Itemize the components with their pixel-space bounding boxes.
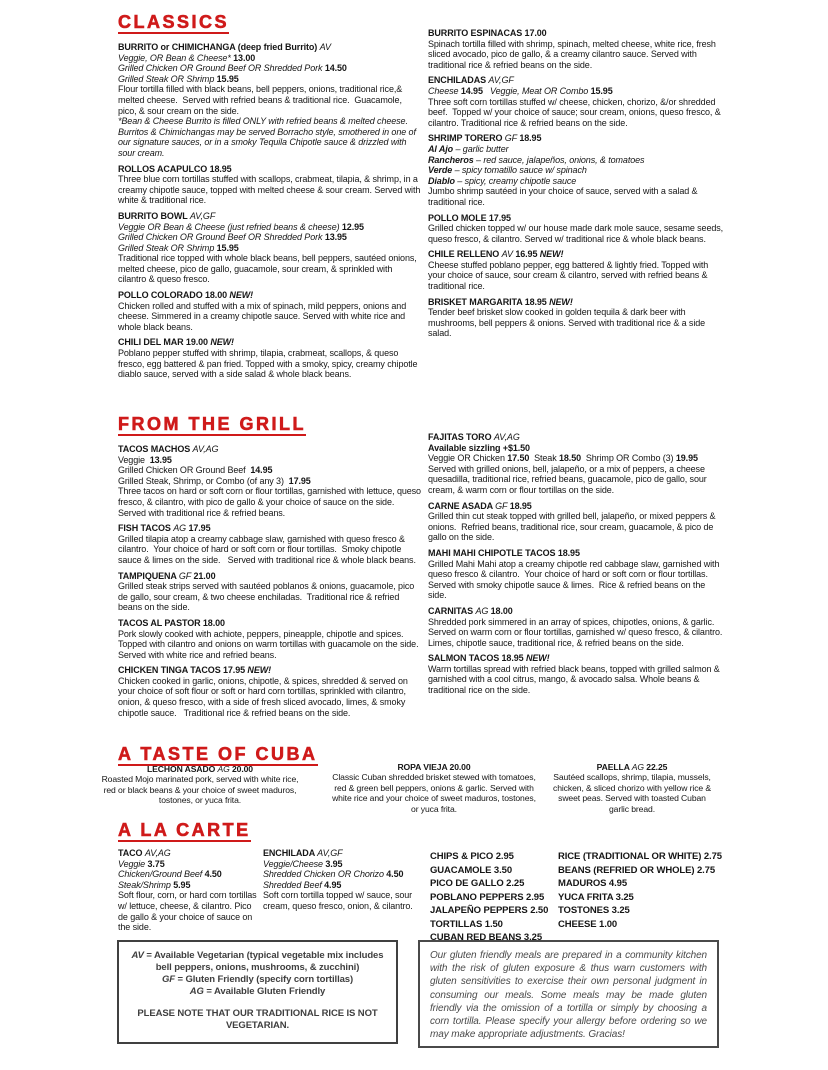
text-segment: Pork slowly cooked with achiote, peppers, pineapple, chipotle and spices. Topped with cilantro and onions on warm tortillas with guacamole on the side. Served with white rice and refried beans. xyxy=(118,628,421,660)
text-segment: AV,GF xyxy=(317,848,343,858)
text-segment: NEW! xyxy=(539,249,564,260)
text-segment: SHRIMP TORERO xyxy=(428,133,505,144)
text-segment: GUACAMOLE 3.50 xyxy=(430,864,513,876)
text-segment: Three soft corn tortillas stuffed w/ cheese, chicken, chorizo, &/or shredded beef. Topped w/ your choice of sauce; sour cream, onions, queso fresco, & cilantro. Traditional rice & refried beans on the side. xyxy=(428,96,724,128)
text-segment: Spinach tortilla filled with shrimp, spinach, melted cheese, white rice, fresh sliced avocado, pico de gallo, & a creamy cilantro sauce. Served with traditional rice & refried beans on the side. xyxy=(428,38,719,70)
text-segment: AV,GF xyxy=(189,210,216,221)
text-segment: PLEASE NOTE THAT OUR TRADITIONAL RICE IS NOT VEGETARIAN. xyxy=(137,1008,381,1031)
section-title-classics: CLASSICS xyxy=(118,12,230,32)
menu-item xyxy=(428,432,726,496)
text-segment: – spicy, creamy chipotle sauce xyxy=(454,175,577,186)
menu-item-name xyxy=(428,653,726,664)
menu-item-line xyxy=(428,260,726,292)
menu-item-name xyxy=(118,571,421,582)
classics-left-column xyxy=(118,42,421,385)
menu-item-line xyxy=(118,301,421,333)
menu-item-line xyxy=(118,486,424,518)
menu-item-line xyxy=(428,97,726,129)
menu-item-name xyxy=(428,133,726,144)
menu-item-line xyxy=(118,890,263,932)
menu-item-line xyxy=(118,676,421,718)
menu-item xyxy=(328,762,540,814)
text-segment: AV xyxy=(319,42,331,52)
text-segment: Grilled chicken topped w/ our house made dark mole sauce, sesame seeds, queso fresco, & cilantro. Served w/ traditional rice & whole black beans. xyxy=(428,223,726,244)
text-segment: Veggie OR Bean & Cheese (just refried beans & cheese) xyxy=(118,221,342,232)
menu-item-line xyxy=(100,774,300,805)
box-line xyxy=(131,1008,384,1032)
section-title-from-the-grill: FROM THE GRILL xyxy=(118,414,306,434)
menu-item-line xyxy=(428,307,726,339)
text-segment: CHIPS & PICO 2.95 xyxy=(430,851,514,862)
gluten-friendly-notice-text: Our gluten friendly meals are prepared in a community kitchen with the risk of gluten exposure & thus warn customers with gluten sensitivities to exercise their own personal judgment in consuming our meals. Some meals may be made gluten friendly via the omission of a tortilla or simply by choosing a corn tortilla. Please specify your allergy before ordering so we may make appropriate adjustments. Gracias! xyxy=(430,950,707,1041)
text-segment: Diablo xyxy=(428,175,455,186)
text-segment: CHICKEN TINGA TACOS 17.95 xyxy=(118,665,248,676)
text-segment: NEW! xyxy=(247,665,272,676)
cuba-section-header xyxy=(118,744,318,766)
text-segment: 3.75 xyxy=(147,858,165,869)
text-segment: Grilled Steak, Shrimp, or Combo (of any 3) xyxy=(118,475,289,486)
text-segment: TACOS MACHOS xyxy=(118,444,193,454)
text-segment: 5.95 xyxy=(173,879,191,890)
menu-item xyxy=(118,42,421,159)
text-segment: CARNITAS xyxy=(428,605,476,616)
menu-item xyxy=(428,75,726,128)
text-segment: Grilled tilapia atop a creamy cabbage slaw, garnished with queso fresco & cilantro. Your choice of hard or soft corn or flour tortillas. Smoky chipotle sauce & limes on the side. Served with traditional rice & whole black beans. xyxy=(118,533,416,565)
text-segment: Chicken cooked in garlic, onions, chipotle, & spices, shredded & served on your choice of soft flour or soft or hard corn tortillas, sprinkled with cilantro, onion, & queso fresco, with a side of fresh sliced avocado, limes, & smoky chipotle sauce. Traditional rice & refried beans on the side. xyxy=(118,675,411,718)
menu-item-line xyxy=(428,165,726,176)
text-segment: AV,AG xyxy=(144,848,171,858)
text-segment: CHILE RELLENO xyxy=(428,249,502,260)
text-segment: TACOS AL PASTOR 18.00 xyxy=(118,617,225,628)
menu-item-name xyxy=(118,211,421,222)
text-segment: Three tacos on hard or soft corn or flour tortillas, garnished with lettuce, queso fresco, & cilantro, with pico de gallo & your choice of sauce on the side. Served with traditional rice & refried beans. xyxy=(118,486,424,518)
menu-item xyxy=(548,762,716,814)
text-segment: Flour tortilla filled with black beans, bell peppers, onions, traditional rice,& melted cheese. Served with refried beans & traditional rice. Guacamole, pico, & sour cream on the side. xyxy=(118,84,405,116)
text-segment: BURRITO BOWL xyxy=(118,210,190,221)
text-segment: 4.50 xyxy=(386,869,404,880)
text-segment: Shrimp OR Combo (3) xyxy=(581,453,676,464)
menu-item xyxy=(118,523,421,565)
text-segment: Traditional rice topped with whole black beans, bell peppers, sautéed onions, melted cheese, pico de gallo, guacamole, sour cream, & sprinkled with cilantro & queso fresco. xyxy=(118,253,420,285)
menu-item xyxy=(118,290,421,332)
text-segment: Roasted Mojo marinated pork, served with white rice, red or black beans & your choice of sweet maduros, tostones, or yuca frita. xyxy=(101,774,301,806)
text-segment: Chicken rolled and stuffed with a mix of spinach, mild peppers, onions and cheese. Simmered in a creamy chipotle sauce. Served with white rice and whole black beans. xyxy=(118,300,409,332)
text-segment: CARNE ASADA xyxy=(428,500,496,511)
text-segment: Sautéed scallops, shrimp, tilapia, mussels, chicken, & sliced chorizo with yellow rice & sweet peas. Served with toasted Cuban garlic bread. xyxy=(553,772,714,814)
text-segment: AV xyxy=(501,249,516,260)
menu-item xyxy=(263,848,435,912)
text-segment: Veggie xyxy=(118,454,150,465)
classics-right-column xyxy=(428,28,726,344)
text-segment: 12.95 xyxy=(341,221,364,232)
text-segment: Poblano pepper stuffed with shrimp, tilapia, crabmeat, scallops, & queso fresco, egg battered & pan fried. Topped with a smoky, spicy, creamy chipotle diablo sauce, served with a side salad & whole black beans. xyxy=(118,348,420,380)
text-segment: 4.95 xyxy=(324,879,342,890)
side-item xyxy=(430,904,565,918)
text-segment: Shredded pork simmered in an array of spices, chipotles, onions, & garlic. Served on warm corn or flour tortillas, garnished w/ queso fresco, & cilantro. Limes, chipotle sauce, traditional rice, & refried beans on the side. xyxy=(428,616,725,648)
menu-item xyxy=(428,606,726,648)
text-segment: Three blue corn tortillas stuffed with scallops, crabmeat, tilapia, & shrimp, in a creamy chipotle sauce, topped with melted cheese & sour cream. Served with white & traditional rice. xyxy=(118,174,423,206)
text-segment: – red sauce, jalapeños, onions, & tomatoes xyxy=(473,154,645,165)
text-segment: AV,GF xyxy=(488,75,514,86)
text-segment: BEANS (REFRIED OR WHOLE) 2.75 xyxy=(558,864,716,876)
cuba-paella xyxy=(548,762,716,819)
text-segment: Rancheros xyxy=(428,154,474,165)
menu-item xyxy=(428,548,726,601)
menu-item-line xyxy=(263,869,435,880)
menu-item-name xyxy=(118,665,421,676)
text-segment: AV,AG xyxy=(493,432,520,442)
text-segment: Veggie, OR Bean & Cheese* xyxy=(118,52,234,63)
text-segment: ROLLOS ACAPULCO 18.95 xyxy=(118,163,232,174)
grill-right-column xyxy=(428,432,726,701)
text-segment: Grilled Chicken OR Ground Beef xyxy=(118,465,251,476)
text-segment: 19.95 xyxy=(675,453,698,464)
menu-item xyxy=(428,133,726,207)
text-segment: SALMON TACOS 18.95 xyxy=(428,653,526,664)
side-item xyxy=(430,891,565,905)
menu-item-line xyxy=(118,63,421,74)
text-segment: LECHON ASADO xyxy=(146,764,218,774)
side-item xyxy=(430,877,565,891)
text-segment: Shredded Chicken OR Chorizo xyxy=(263,869,387,880)
text-segment: YUCA FRITA 3.25 xyxy=(558,891,634,903)
text-segment: Classic Cuban shredded brisket stewed with tomatoes, red & green bell peppers, onions & garlic. Served with white rice and your choice of sweet maduros, tostones, or yuca frita. xyxy=(332,772,539,814)
side-item xyxy=(430,864,565,878)
text-segment: Warm tortillas spread with refried black beans, topped with grilled salmon & garnished with a cool citrus, mango, & avocado salsa. Whole beans & traditional rice on the side. xyxy=(428,663,723,696)
text-segment: Grilled steak strips served with sautéed poblanos & onions, guacamole, pico de gallo, sour cream, & two cheese enchiladas. Traditional rice & refried beans on the side. xyxy=(118,581,417,613)
menu-item-name xyxy=(100,764,300,774)
side-item xyxy=(430,918,565,932)
text-segment: Cheese stuffed poblano pepper, egg battered & lightly fried. Topped with your choice of sauce, sour cream & cilantro, served with refried beans & traditional rice. xyxy=(428,259,711,292)
menu-item-line xyxy=(118,534,421,566)
text-segment: Veggie/Cheese xyxy=(263,858,326,869)
text-segment: 14.50 xyxy=(324,63,347,74)
menu-item xyxy=(118,571,421,613)
text-segment: Verde xyxy=(428,165,453,176)
grill-left-column xyxy=(118,444,424,723)
text-segment: 18.95 xyxy=(509,500,532,511)
text-segment: POLLO COLORADO 18.00 xyxy=(118,290,230,301)
text-segment: NEW! xyxy=(210,337,234,348)
menu-item-line xyxy=(428,453,726,464)
text-segment: CUBAN RED BEANS 3.25 xyxy=(430,932,543,943)
text-segment: 17.95 xyxy=(188,523,211,534)
menu-item-line xyxy=(428,559,726,601)
menu-item-name xyxy=(428,548,726,559)
menu-item-line xyxy=(428,86,726,97)
text-segment: POBLANO PEPPERS 2.95 xyxy=(430,891,545,903)
menu-item-name xyxy=(263,848,435,859)
menu-item xyxy=(118,164,421,206)
text-segment: NEW! xyxy=(525,653,550,664)
text-segment: TORTILLAS 1.50 xyxy=(430,918,503,930)
alacarte-sides-column-1 xyxy=(430,850,565,945)
text-segment: 14.95 xyxy=(250,465,273,476)
text-segment: AV xyxy=(131,950,144,961)
menu-item xyxy=(428,501,726,543)
side-item xyxy=(558,864,803,878)
menu-item xyxy=(428,653,726,695)
side-item xyxy=(558,904,803,918)
box-line xyxy=(131,986,384,998)
text-segment: AG xyxy=(217,764,232,774)
text-segment: ENCHILADAS xyxy=(428,75,489,86)
text-segment: JALAPEÑO PEPPERS 2.50 xyxy=(430,905,549,916)
text-segment: Grilled Steak OR Shrimp xyxy=(118,242,217,253)
side-item xyxy=(558,918,803,932)
text-segment: 15.95 xyxy=(216,73,239,84)
grill-section-header xyxy=(118,414,306,436)
box-line xyxy=(131,974,384,986)
text-segment: 17.95 xyxy=(288,475,311,486)
menu-item-line xyxy=(118,222,421,233)
menu-item-name xyxy=(428,606,726,617)
text-segment: ENCHILADA xyxy=(263,848,318,858)
menu-item-name xyxy=(428,501,726,512)
section-title-a-la-carte: A LA CARTE xyxy=(118,820,251,840)
text-segment: Veggie OR Chicken xyxy=(428,453,508,464)
menu-item-name xyxy=(428,297,726,308)
text-segment: NEW! xyxy=(549,296,573,307)
text-segment: GF xyxy=(504,133,520,144)
menu-item-line xyxy=(118,74,421,85)
menu-item-line xyxy=(428,144,726,155)
menu-item-line xyxy=(118,880,263,891)
text-segment: 21.00 xyxy=(193,570,216,581)
text-segment: Al Ajo xyxy=(428,143,454,154)
cuba-lechon-asado xyxy=(100,764,300,811)
menu-item-line xyxy=(428,223,726,244)
menu-item-line xyxy=(428,443,726,454)
menu-item-name xyxy=(118,290,421,301)
text-segment: 22.25 xyxy=(646,762,668,772)
menu-item-name xyxy=(118,164,421,175)
menu-item-line xyxy=(428,464,726,496)
text-segment: 15.95 xyxy=(590,85,613,96)
text-segment: Tender beef brisket slow cooked in golden tequila & dark beer with mushrooms, bell peppers & onions. Served with traditional rice & a side salad. xyxy=(428,307,708,339)
menu-item-name xyxy=(118,848,263,859)
menu-item-line xyxy=(428,155,726,166)
cuba-ropa-vieja xyxy=(328,762,540,819)
text-segment: 15.95 xyxy=(216,242,239,253)
menu-item-name xyxy=(548,762,716,772)
menu-item-line xyxy=(118,84,421,116)
text-segment: 18.95 xyxy=(519,133,542,144)
text-segment: – garlic butter xyxy=(453,143,509,154)
menu-item-line xyxy=(263,859,435,870)
text-segment: AG xyxy=(631,762,647,772)
alacarte-enchilada-column xyxy=(263,848,435,917)
menu-item-name xyxy=(118,523,421,534)
menu-item-line xyxy=(263,880,435,891)
menu-item-name xyxy=(428,28,726,39)
text-segment: CHILI DEL MAR 19.00 xyxy=(118,337,211,348)
menu-item xyxy=(118,665,421,718)
menu-item xyxy=(428,297,726,339)
menu-item-line xyxy=(118,859,263,870)
menu-item-line xyxy=(428,664,726,696)
text-segment: AG xyxy=(173,523,189,534)
menu-item-name xyxy=(428,249,726,260)
menu-item-name xyxy=(118,444,421,455)
text-segment: FISH TACOS xyxy=(118,523,174,534)
text-segment: Veggie, Meat OR Combo xyxy=(482,85,591,96)
text-segment: = Available Vegetarian (typical vegetable mix includes bell peppers, onions, mushrooms, & zucchini) xyxy=(143,950,386,973)
menu-item-line xyxy=(428,511,726,543)
box-line xyxy=(131,950,384,974)
text-segment: 18.00 xyxy=(490,605,513,616)
menu-item-name xyxy=(428,432,726,443)
text-segment: Steak/Shrimp xyxy=(118,879,174,890)
text-segment: AG xyxy=(189,986,204,997)
alacarte-section-header xyxy=(118,820,251,842)
menu-item xyxy=(118,848,263,933)
menu-item-line xyxy=(263,890,435,911)
menu-item-line xyxy=(118,465,421,476)
text-segment: Chicken/Ground Beef xyxy=(118,869,205,880)
text-segment: 13.95 xyxy=(149,454,172,465)
text-segment: BURRITO ESPINACAS 17.00 xyxy=(428,28,547,38)
text-segment: = Gluten Friendly (specify corn tortillas) xyxy=(174,974,354,985)
text-segment: TAMPIQUENA xyxy=(118,570,179,581)
text-segment: 16.95 xyxy=(515,249,540,260)
menu-item-name xyxy=(328,762,540,772)
text-segment: POLLO MOLE 17.95 xyxy=(428,212,511,223)
text-segment: MAHI MAHI CHIPOTLE TACOS 18.95 xyxy=(428,547,580,558)
menu-item-line xyxy=(428,39,726,71)
menu-item-line xyxy=(118,455,421,466)
menu-item xyxy=(118,337,421,379)
text-segment: FAJITAS TORO xyxy=(428,432,494,442)
text-segment: Soft flour, corn, or hard corn tortillas w/ lettuce, cheese, & cilantro. Pico de gallo & your choice of sauce on the side. xyxy=(118,890,259,933)
menu-item-line xyxy=(118,116,421,158)
legend-box xyxy=(117,940,398,1044)
text-segment: MADUROS 4.95 xyxy=(558,878,628,889)
text-segment: Cheese xyxy=(428,85,461,96)
text-segment: Grilled Chicken OR Ground Beef OR Shredded Pork xyxy=(118,232,325,243)
menu-item-line xyxy=(118,253,421,285)
menu-item-line xyxy=(118,174,421,206)
text-segment: 17.50 xyxy=(507,453,530,464)
menu-item-line xyxy=(548,772,716,814)
text-segment: GF xyxy=(495,500,510,511)
menu-item-line xyxy=(428,176,726,187)
text-segment: Served with grilled onions, bell, jalapeño, or a mix of peppers, a cheese quesadilla, traditional rice, refried beans, guacamole, pico de gallo, sour cream, & warm corn or flour tortillas on the side. xyxy=(428,463,710,495)
text-segment: Grilled Steak OR Shrimp xyxy=(118,73,217,84)
text-segment: 20.00 xyxy=(231,764,253,774)
menu-item-line xyxy=(118,476,421,487)
menu-item xyxy=(428,213,726,245)
text-segment: 13.00 xyxy=(233,52,256,63)
text-segment: Available sizzling +$1.50 xyxy=(428,442,530,453)
text-segment: GF xyxy=(178,570,194,581)
alacarte-sides-column-2 xyxy=(558,850,803,931)
text-segment: Veggie xyxy=(118,858,148,869)
menu-item-line xyxy=(118,53,421,64)
text-segment: Grilled Chicken OR Ground Beef OR Shredded Pork xyxy=(118,63,325,74)
text-segment: 18.50 xyxy=(559,453,582,464)
menu-item-line xyxy=(118,348,421,380)
menu-item xyxy=(428,28,726,70)
menu-item-line xyxy=(428,186,726,207)
box-line xyxy=(131,998,384,1008)
text-segment: 14.95 xyxy=(460,85,483,96)
text-segment: CHEESE 1.00 xyxy=(558,918,618,930)
text-segment: *Bean & Cheese Burrito is filled ONLY with refried beans & melted cheese. Burritos & Chimichangas may be served Borracho style, smothered in one of our signature sauces, or in a smoky Tequila Chipotle sauce & drizzled with sour cream. xyxy=(118,116,419,158)
menu-item-line xyxy=(118,629,421,661)
menu-item xyxy=(100,764,300,806)
text-segment: Shredded Beef xyxy=(263,879,325,890)
menu-item-name xyxy=(118,337,421,348)
text-segment: NEW! xyxy=(229,290,254,301)
text-segment: TACO xyxy=(118,848,145,858)
menu-item-name xyxy=(428,213,726,224)
text-segment: Jumbo shrimp sautéed in your choice of sauce, served with a salad & traditional rice. xyxy=(428,186,700,207)
menu-item-name xyxy=(428,75,726,86)
alacarte-taco-column xyxy=(118,848,263,938)
side-item xyxy=(558,850,803,864)
menu-item-line xyxy=(118,232,421,243)
text-segment: TOSTONES 3.25 xyxy=(558,905,630,916)
menu-item xyxy=(118,618,421,660)
text-segment: Grilled Mahi Mahi atop a creamy chipotle red cabbage slaw, garnished with queso fresco & cilantro. Your choice of hard or soft corn or flour tortillas. Served with smoky chipotle sauce & limes. Rice & refried beans on the side. xyxy=(428,558,722,601)
side-item xyxy=(558,891,803,905)
menu-item-name xyxy=(118,618,421,629)
text-segment: – spicy tomatillo sauce w/ spinach xyxy=(452,165,587,176)
menu-item-line xyxy=(118,869,263,880)
text-segment: AV,AG xyxy=(192,444,219,454)
text-segment: 4.50 xyxy=(204,869,222,880)
side-item xyxy=(558,877,803,891)
menu-item xyxy=(118,211,421,285)
classics-section-header xyxy=(118,12,229,34)
text-segment: ROPA VIEJA 20.00 xyxy=(397,762,471,772)
menu-item-line xyxy=(428,617,726,649)
menu-item xyxy=(428,249,726,291)
text-segment: PICO DE GALLO 2.25 xyxy=(430,878,525,889)
menu-item-name xyxy=(118,42,421,53)
text-segment: 3.95 xyxy=(325,858,343,869)
menu-item-line xyxy=(118,243,421,254)
text-segment: BRISKET MARGARITA 18.95 xyxy=(428,296,550,307)
text-segment: Steak xyxy=(529,453,559,464)
text-segment: BURRITO or CHIMICHANGA (deep fried Burrito) xyxy=(118,42,320,52)
text-segment: Soft corn tortilla topped w/ sauce, sour cream, queso fresco, onion, & cilantro. xyxy=(263,890,415,911)
text-segment: RICE (TRADITIONAL OR WHITE) 2.75 xyxy=(558,851,722,862)
gluten-friendly-notice-box xyxy=(418,940,719,1048)
menu-item-line xyxy=(118,581,421,613)
text-segment: AG xyxy=(475,605,491,616)
menu-item xyxy=(118,444,424,518)
text-segment: GF xyxy=(161,974,175,985)
text-segment: = Available Gluten Friendly xyxy=(203,986,326,997)
side-item xyxy=(430,850,565,864)
section-title-a-taste-of-cuba: A TASTE OF CUBA xyxy=(118,744,318,764)
menu-item-line xyxy=(328,772,540,814)
text-segment: PAELLA xyxy=(596,762,632,772)
text-segment: 13.95 xyxy=(324,232,347,243)
text-segment: Grilled thin cut steak topped with grilled bell, jalapeño, or mixed peppers & onions. Refried beans, traditional rice, sour cream, guacamole, & pico de gallo on the side. xyxy=(428,511,718,543)
